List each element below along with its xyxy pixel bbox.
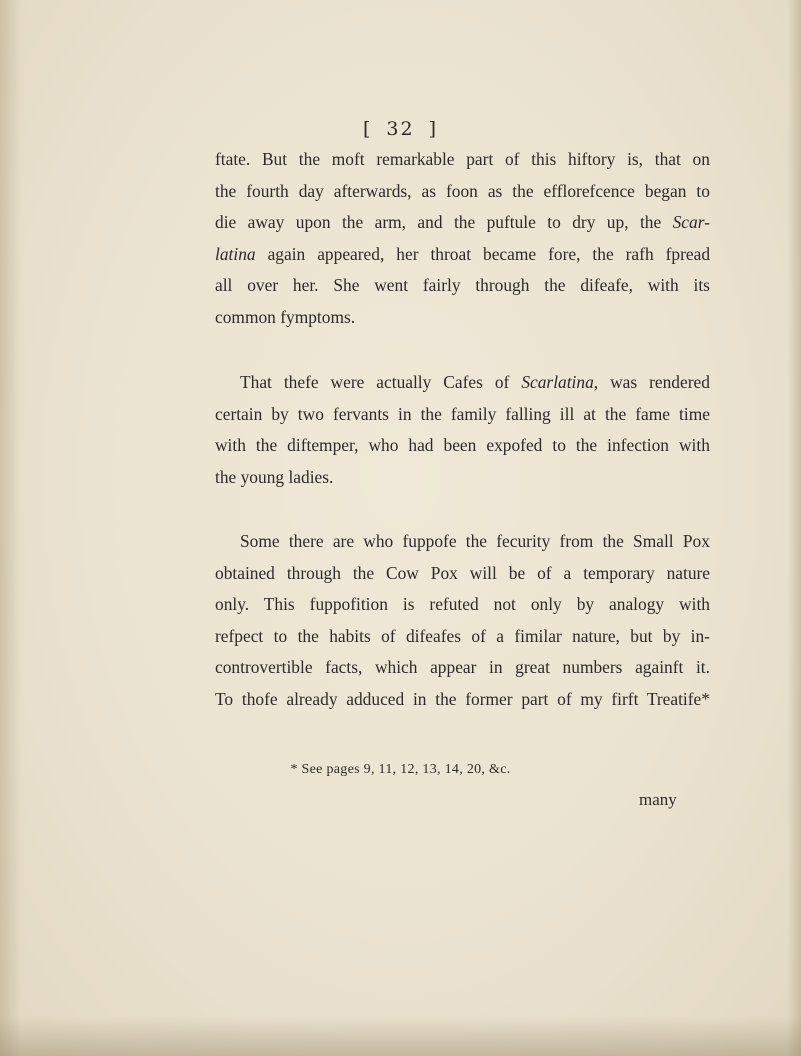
- text-line: certain by two fervants in the family falling ill at the fame time: [215, 403, 710, 424]
- text-line: latina again appeared, her throat became fore, the rafh fpread: [215, 243, 711, 264]
- text-line: the young ladies.: [215, 466, 334, 487]
- text-line: with the diftemper, who had been expofed to the infection with: [215, 435, 710, 455]
- paragraph-1: [215, 144, 710, 333]
- text-line: common fymptoms.: [215, 306, 356, 327]
- paragraph-2: [215, 367, 710, 493]
- text-line: all over her. She went fairly through the difeafe, with its: [215, 275, 710, 295]
- text-line: only. This fuppofition is refuted not only by analogy with: [215, 594, 710, 614]
- footnote: * See pages 9, 11, 12, 13, 14, 20, &c.: [290, 762, 511, 777]
- page-edge-shadow-left: [0, 0, 22, 1056]
- text-line: obtained through the Cow Pox will be of a temporary nature: [215, 562, 711, 583]
- text-line: the fourth day afterwards, as foon as the efflorefcence began to: [215, 180, 710, 201]
- text-line: To thofe already adduced in the former part of my firft Treatife*: [215, 688, 710, 709]
- page-edge-shadow-right: [787, 0, 801, 1056]
- text-line: die away upon the arm, and the puftule to dry up, the Scar-: [215, 212, 710, 232]
- page-number: [ 32 ]: [362, 118, 439, 140]
- text-line: Some there are who fuppofe the fecurity from the Small Pox: [240, 531, 710, 551]
- text-line: controvertible facts, which appear in great numbers againft it.: [215, 657, 710, 677]
- page-edge-shadow-bottom: [0, 1016, 801, 1056]
- text-line: refpect to the habits of difeafes of a fimilar nature, but by in-: [215, 625, 710, 646]
- text-line: That thefe were actually Cafes of Scarlatina, was rendered: [240, 372, 710, 392]
- text-line: ftate. But the moft remarkable part of this hiftory is, that on: [215, 149, 710, 169]
- paragraph-3: [215, 526, 710, 715]
- catchword: many: [639, 790, 677, 809]
